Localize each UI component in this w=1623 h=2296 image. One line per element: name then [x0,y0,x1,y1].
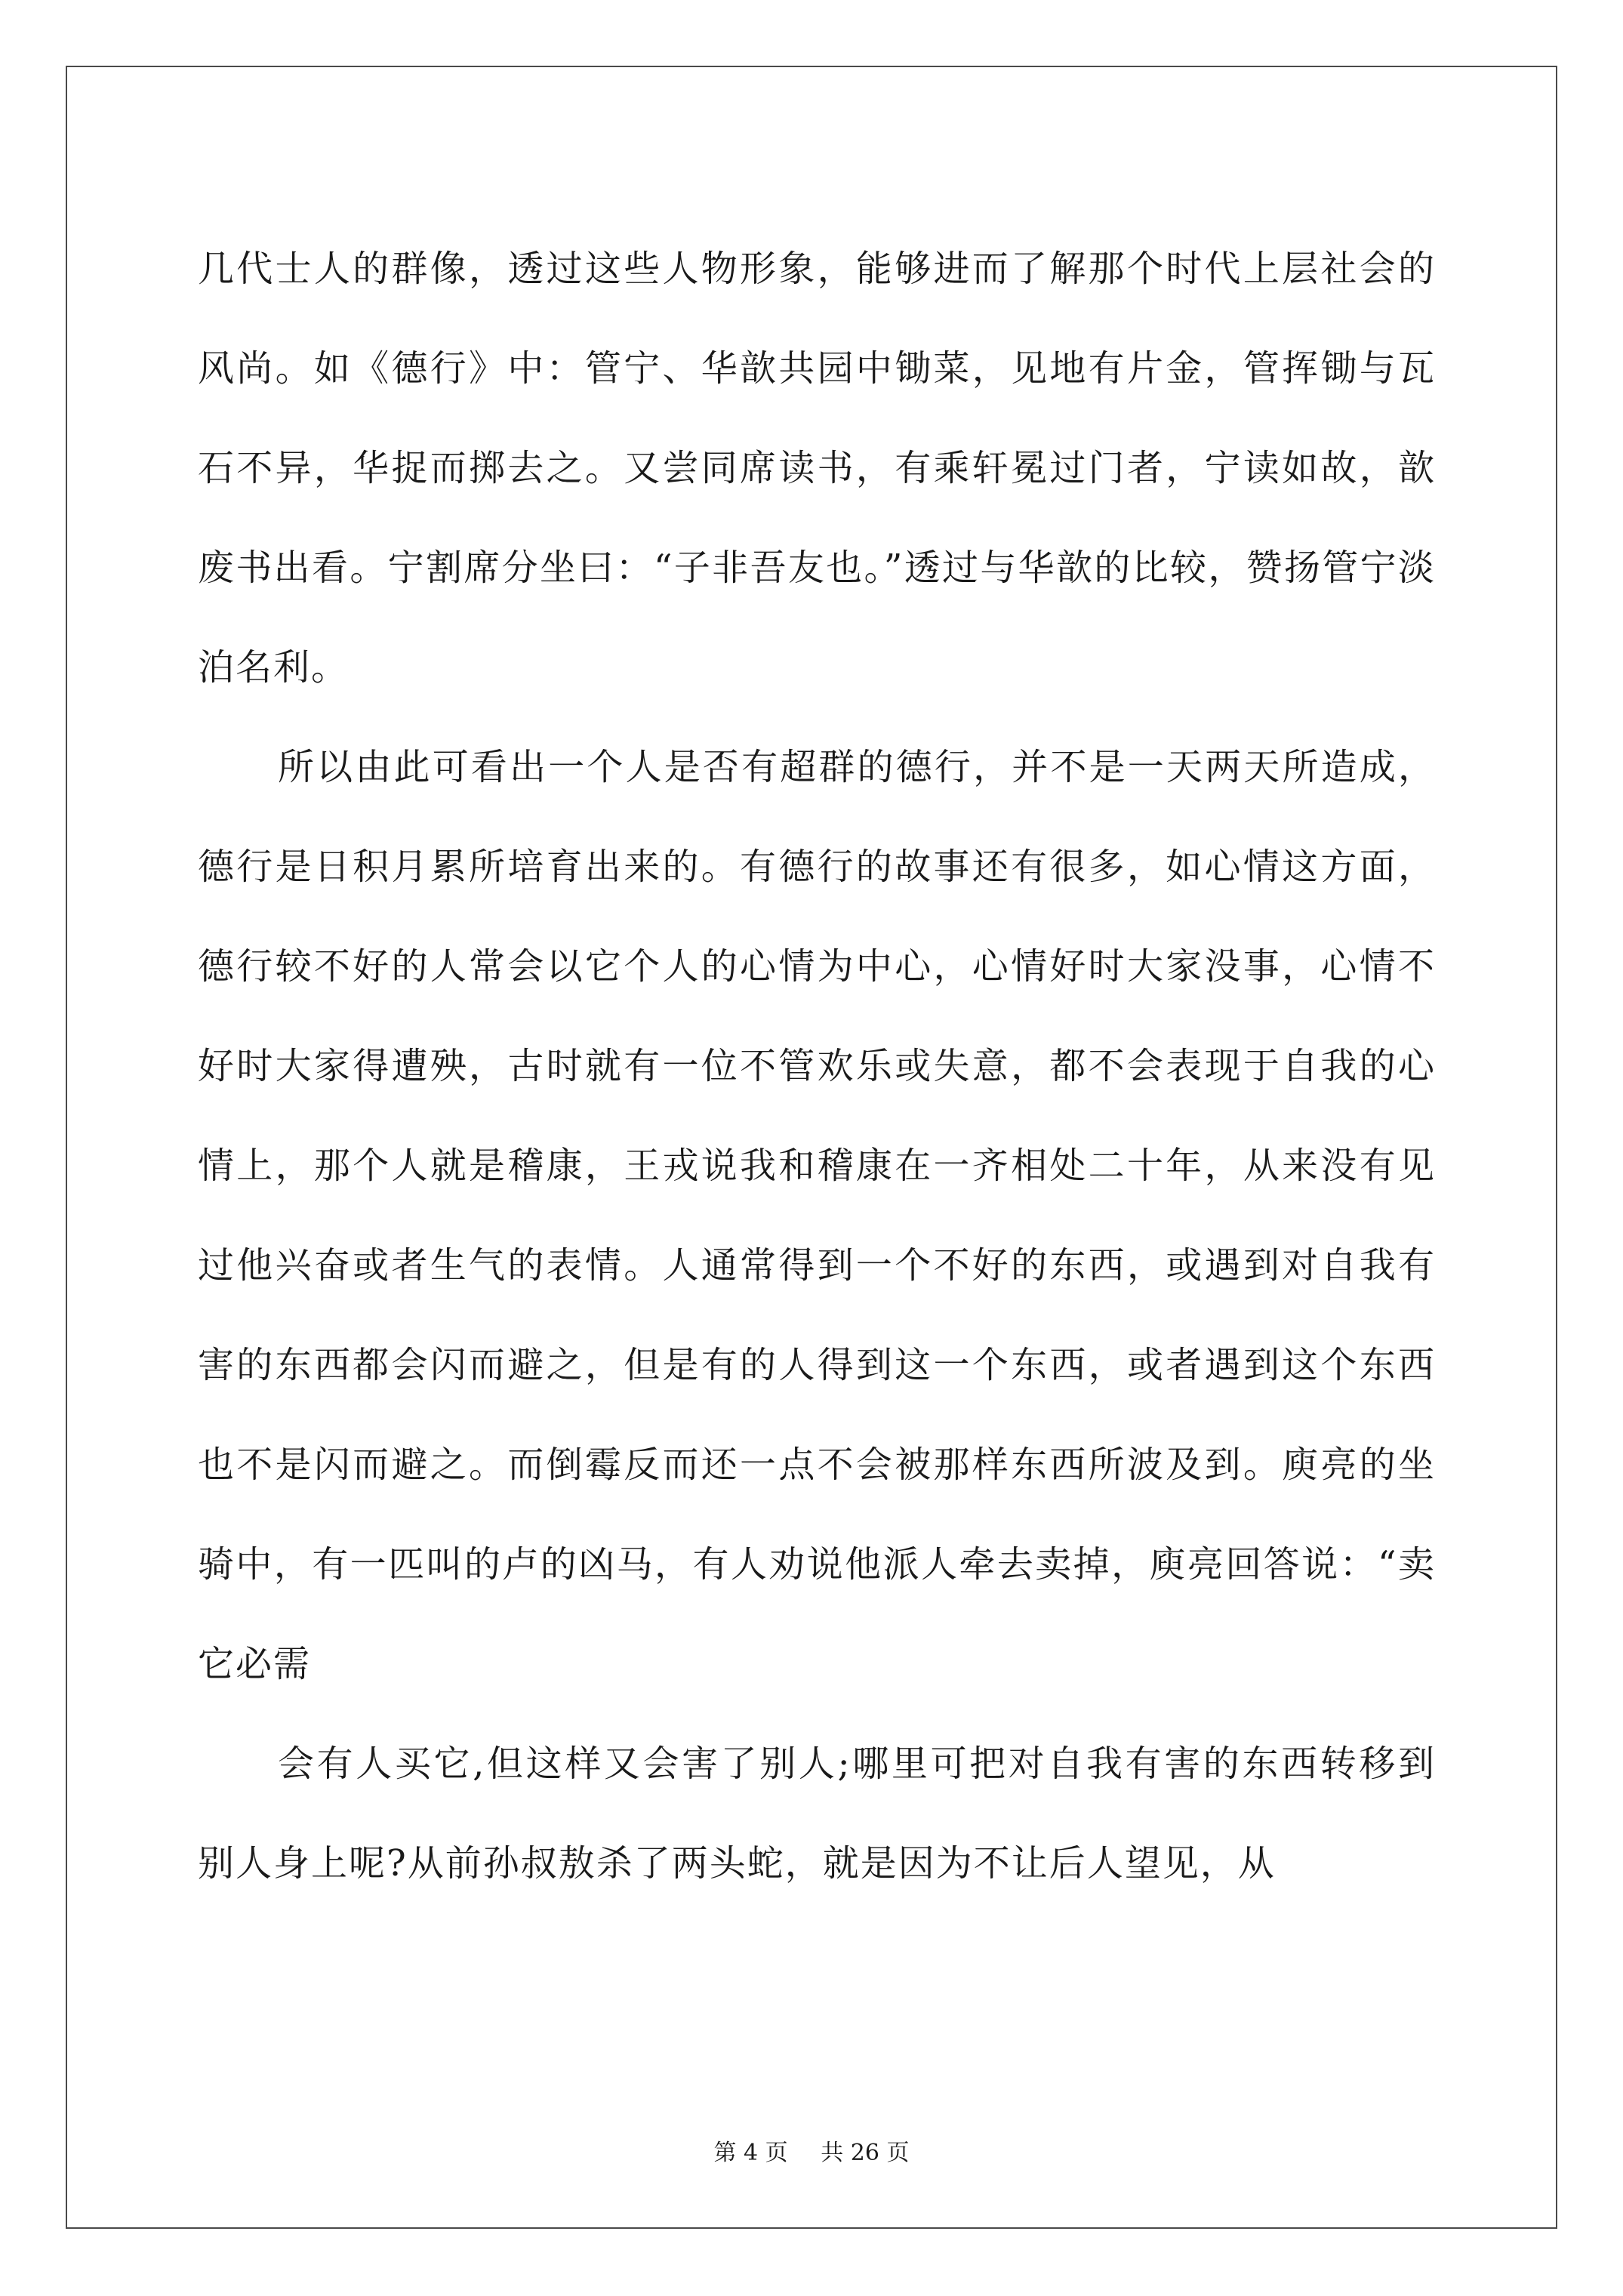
document-body [198,219,1436,1913]
page-number: 第 4 页 [713,2140,788,2166]
paragraph-2: 所以由此可看出一个人是否有超群的德行，并不是一天两天所造成，德行是日积月累所培育出来的。有德行的故事还有很多，如心情这方面，德行较不好的人常会以它个人的心情为中心，心情好时大家没事，心情不好时大家得遭殃，古时就有一位不管欢乐或失意，都不会表现于自我的心情上，那个人就是稽康，王戎说我和稽康在一齐相处二十年，从来没有见过他兴奋或者生气的表情。人通常得到一个不好的东西，或遇到对自我有害的东西都会闪而避之，但是有的人得到这一个东西，或者遇到这个东西也不是闪而避之。而倒霉反而还一点不会被那样东西所波及到。庾亮的坐骑中，有一匹叫的卢的凶马，有人劝说他派人牵去卖掉，庾亮回答说：“卖它必需 [198,746,1436,1685]
page-footer [0,2138,1623,2168]
paragraph-3: 会有人买它,但这样又会害了别人;哪里可把对自我有害的东西转移到别人身上呢?从前孙叔敖杀了两头蛇，就是因为不让后人望见，从 [198,1743,1436,1885]
total-pages: 共 26 页 [821,2140,910,2166]
paragraph-1: 几代士人的群像，透过这些人物形象，能够进而了解那个时代上层社会的风尚。如《德行》中：管宁、华歆共园中锄菜，见地有片金，管挥锄与瓦石不异，华捉而掷去之。又尝同席读书，有乘轩冕过门者，宁读如故，歆废书出看。宁割席分坐曰：“子非吾友也。”透过与华歆的比较，赞扬管宁淡泊名利。 [198,248,1436,689]
